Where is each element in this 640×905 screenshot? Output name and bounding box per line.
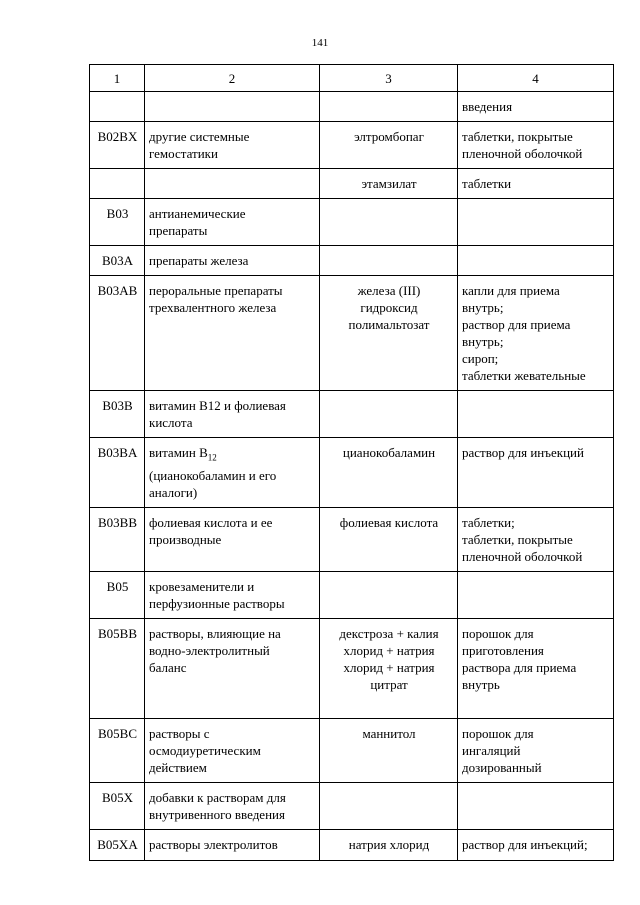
drug-cell [320,92,458,122]
drug-cell: маннитол [320,718,458,782]
page-number: 141 [311,37,329,49]
atc-code-cell: B03 [90,199,145,246]
drug-cell: декстроза + калия хлорид + натрия хлорид + натрия цитрат [320,618,458,718]
form-cell: таблетки [458,169,614,199]
subscript-text: 12 [207,452,217,463]
atc-code-cell [90,169,145,199]
table-row [90,199,614,246]
table-row [90,92,614,122]
table-row [90,169,614,199]
column-header: 2 [145,65,320,92]
drug-cell [320,571,458,618]
atc-code-cell: B05X [90,782,145,829]
form-cell [458,246,614,276]
form-cell [458,391,614,438]
table-row [90,571,614,618]
atc-code-cell: B02BX [90,122,145,169]
form-cell [458,571,614,618]
form-cell: таблетки, покрытые пленочной оболочкой [458,122,614,169]
drug-cell: железа (III) гидроксид полимальтозат [320,276,458,391]
column-header: 1 [90,65,145,92]
table-row [90,618,614,718]
group-cell [145,92,320,122]
drug-cell: фолиевая кислота [320,507,458,571]
column-header: 3 [320,65,458,92]
atc-code-cell: B05BC [90,718,145,782]
table-row [90,782,614,829]
drug-cell [320,199,458,246]
group-cell: витамин B12 и фолиевая кислота [145,391,320,438]
drug-cell [320,246,458,276]
table-header-row [90,65,614,92]
atc-code-cell: B03AB [90,276,145,391]
table-row [90,122,614,169]
drug-cell: цианокобаламин [320,438,458,508]
group-cell: растворы электролитов [145,829,320,860]
atc-code-cell: B03B [90,391,145,438]
table-row [90,246,614,276]
group-cell: препараты железа [145,246,320,276]
form-cell [458,782,614,829]
form-cell [458,199,614,246]
form-cell: таблетки; таблетки, покрытые пленочной оболочкой [458,507,614,571]
atc-code-cell: B03BB [90,507,145,571]
atc-code-cell: B05XA [90,829,145,860]
drug-cell [320,782,458,829]
group-cell: растворы с осмодиуретическим действием [145,718,320,782]
group-cell: фолиевая кислота и ее производные [145,507,320,571]
table-row [90,391,614,438]
column-header: 4 [458,65,614,92]
table-row [90,718,614,782]
form-cell: раствор для инъекций [458,438,614,508]
atc-code-cell: B03BA [90,438,145,508]
group-cell: пероральные препараты трехвалентного железа [145,276,320,391]
group-cell: кровезаменители и перфузионные растворы [145,571,320,618]
group-cell: растворы, влияющие на водно-электролитный баланс [145,618,320,718]
drug-cell: элтромбопаг [320,122,458,169]
atc-code-cell: B05BB [90,618,145,718]
group-cell [145,169,320,199]
form-cell: капли для приема внутрь; раствор для приема внутрь; сироп; таблетки жевательные [458,276,614,391]
table-row [90,507,614,571]
form-cell: порошок для ингаляций дозированный [458,718,614,782]
table-row [90,829,614,860]
drug-cell: этамзилат [320,169,458,199]
form-cell: введения [458,92,614,122]
group-cell: антианемические препараты [145,199,320,246]
table-row [90,438,614,508]
drug-classification-table [89,64,614,861]
atc-code-cell: B05 [90,571,145,618]
drug-cell: натрия хлорид [320,829,458,860]
form-cell: порошок для приготовления раствора для приема внутрь [458,618,614,718]
atc-code-cell [90,92,145,122]
group-cell: добавки к растворам для внутривенного введения [145,782,320,829]
drug-cell [320,391,458,438]
table-row [90,276,614,391]
group-text: (цианокобаламин и его аналоги) [149,467,277,500]
group-text: витамин B [149,445,208,460]
form-cell: раствор для инъекций; [458,829,614,860]
atc-code-cell: B03A [90,246,145,276]
group-cell [145,438,320,508]
group-cell: другие системные гемостатики [145,122,320,169]
